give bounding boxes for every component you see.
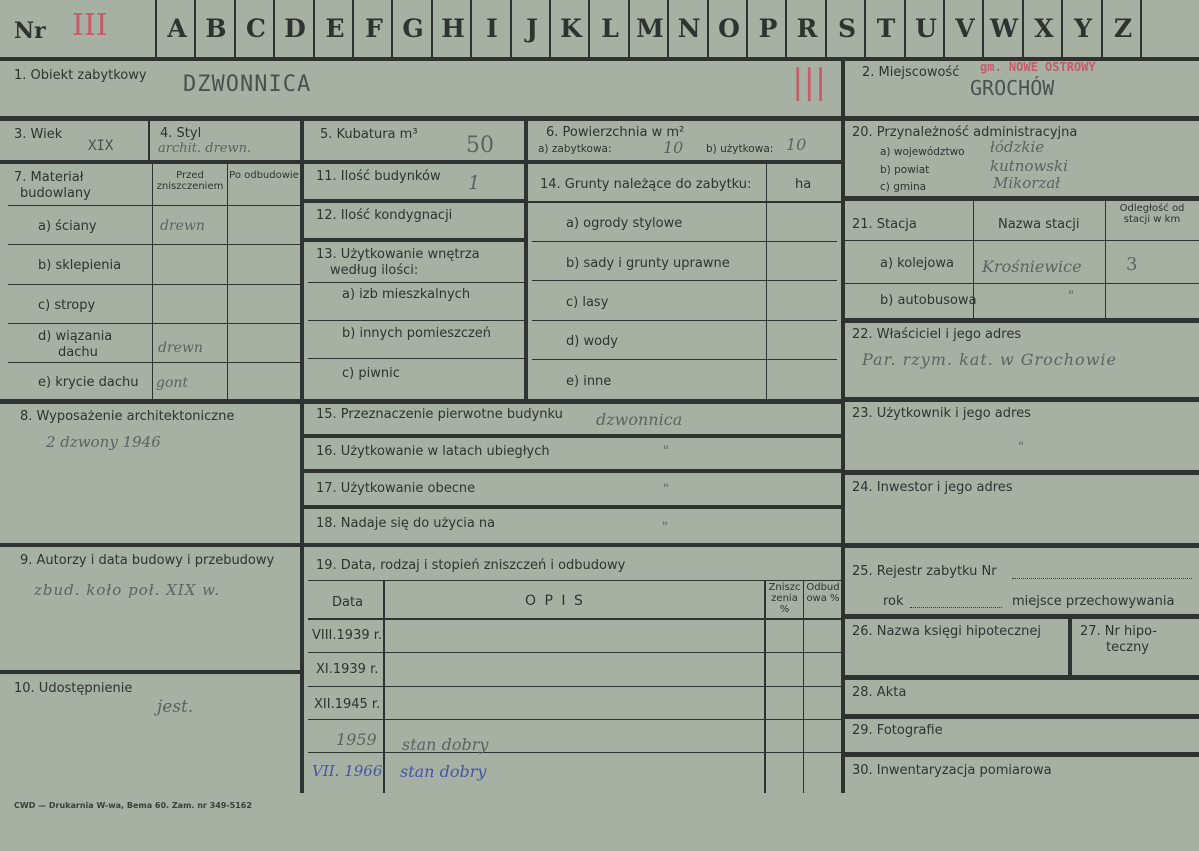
- f19-row3-date: XII.1945 r.: [314, 697, 381, 712]
- f21-col-name: Nazwa stacji: [998, 217, 1080, 232]
- f18-value[interactable]: ": [662, 520, 668, 535]
- index-letter-y[interactable]: Y: [1061, 0, 1103, 58]
- f10-value[interactable]: jest.: [157, 697, 194, 717]
- f23-value[interactable]: ": [1018, 440, 1024, 455]
- f14-b: b) sady i grunty uprawne: [566, 256, 730, 271]
- f7-col-after: Po odbudowie: [229, 170, 299, 181]
- f17-label: 17. Użytkowanie obecne: [316, 481, 476, 496]
- f23-label: 23. Użytkownik i jego adres: [852, 406, 1031, 421]
- index-letter-z[interactable]: Z: [1101, 0, 1143, 58]
- f2-value-red: gm. NOWE OSTROWY: [980, 60, 1096, 74]
- f7-row-b-label: b) sklepienia: [38, 258, 122, 273]
- f6-label: 6. Powierzchnia w m²: [546, 125, 685, 140]
- f19-row4-date[interactable]: 1959: [336, 730, 377, 749]
- f20-label: 20. Przynależność administracyjna: [852, 125, 1078, 140]
- index-letter-c[interactable]: C: [234, 0, 276, 58]
- index-letter-s[interactable]: S: [825, 0, 867, 58]
- f7-label-line1: 7. Materiał: [14, 170, 84, 185]
- f14-c: c) lasy: [566, 295, 609, 310]
- index-letter-d[interactable]: D: [273, 0, 315, 58]
- index-letter-end-line: [1140, 0, 1142, 58]
- f9-value[interactable]: zbud. koło poł. XIX w.: [34, 581, 220, 599]
- f19-row1-date: VIII.1939 r.: [312, 628, 383, 643]
- f19-col-destr: Zniszczenia %: [768, 582, 801, 615]
- f13-c: c) piwnic: [342, 366, 400, 381]
- index-letter-i[interactable]: I: [470, 0, 512, 58]
- f30-label: 30. Inwentaryzacja pomiarowa: [852, 763, 1052, 778]
- f16-value[interactable]: ": [663, 444, 669, 459]
- f11-value[interactable]: 1: [468, 172, 481, 194]
- index-letter-x[interactable]: X: [1022, 0, 1064, 58]
- f8-label: 8. Wyposażenie architektoniczne: [20, 409, 235, 424]
- index-letter-m[interactable]: M: [628, 0, 670, 58]
- f2-label: 2. Miejscowość: [862, 65, 960, 80]
- f21-b-name[interactable]: ": [1068, 289, 1074, 304]
- printer-imprint: CWD — Drukarnia W-wa, Bema 60. Zam. nr 349-5162: [14, 801, 252, 810]
- f11-label: 11. Ilość budynków: [316, 169, 441, 184]
- f7-row-d-value[interactable]: drewn: [158, 340, 203, 356]
- f4-label: 4. Styl: [160, 126, 202, 141]
- f20-pow-value[interactable]: kutnowski: [990, 157, 1068, 175]
- f2-red-mark: |||: [792, 62, 827, 102]
- f18-label: 18. Nadaje się do użycia na: [316, 516, 496, 531]
- f22-label: 22. Właściciel i jego adres: [852, 327, 1022, 342]
- f8-value[interactable]: 2 dzwony 1946: [46, 433, 161, 451]
- f21-col-dist: Odległość od stacji w km: [1119, 203, 1185, 225]
- f19-col-date: Data: [332, 595, 364, 610]
- f19-row2-date: XI.1939 r.: [316, 662, 379, 677]
- index-letter-r[interactable]: R: [785, 0, 827, 58]
- index-letter-n[interactable]: N: [667, 0, 709, 58]
- f21-b-label: b) autobusowa: [880, 293, 977, 308]
- f16-label: 16. Użytkowanie w latach ubiegłych: [316, 444, 550, 459]
- f29-label: 29. Fotografie: [852, 723, 943, 738]
- f25-rok: rok: [883, 594, 904, 609]
- nr-value: III: [72, 8, 108, 43]
- index-letter-l[interactable]: L: [588, 0, 630, 58]
- nr-label: Nr: [14, 18, 46, 44]
- f13-label-line2: według ilości:: [330, 263, 419, 278]
- f20-pow-label: b) powiat: [880, 164, 930, 176]
- index-letter-j[interactable]: J: [510, 0, 552, 58]
- index-letter-b[interactable]: B: [194, 0, 236, 58]
- f7-row-e-value[interactable]: gont: [156, 375, 189, 391]
- f6-b-label: b) użytkowa:: [706, 143, 774, 155]
- f20-woj-value[interactable]: łódzkie: [990, 138, 1045, 156]
- f25-label: 25. Rejestr zabytku Nr: [852, 564, 997, 579]
- f15-value[interactable]: dzwonnica: [596, 410, 683, 429]
- f19-row5-date[interactable]: VII. 1966: [312, 762, 383, 780]
- f25-rok-line: [910, 607, 1002, 608]
- index-letter-h[interactable]: H: [431, 0, 473, 58]
- f21-label: 21. Stacja: [852, 217, 917, 232]
- f4-value[interactable]: archit. drewn.: [158, 141, 252, 156]
- f5-label: 5. Kubatura m³: [320, 127, 418, 142]
- f15-label: 15. Przeznaczenie pierwotne budynku: [316, 407, 563, 422]
- f7-row-d-label-1: d) wiązania: [38, 329, 113, 344]
- f19-col-rebuild: Odbudowa %: [806, 582, 840, 604]
- f9-label: 9. Autorzy i data budowy i przebudowy: [20, 553, 275, 568]
- f7-label-line2: budowlany: [20, 186, 91, 201]
- f14-a: a) ogrody stylowe: [566, 216, 683, 231]
- f14-d: d) wody: [566, 334, 618, 349]
- f7-row-a-label: a) ściany: [38, 219, 97, 234]
- index-letter-e[interactable]: E: [313, 0, 355, 58]
- f27-label-line1: 27. Nr hipo-: [1080, 624, 1157, 639]
- f24-label: 24. Inwestor i jego adres: [852, 480, 1013, 495]
- f20-gm-value[interactable]: Mikorzał: [993, 174, 1061, 192]
- f25-dotted-line: [1012, 578, 1192, 579]
- f19-row4-desc[interactable]: stan dobry: [402, 735, 489, 754]
- f21-a-dist[interactable]: 3: [1126, 254, 1138, 275]
- f22-value[interactable]: Par. rzym. kat. w Grochowie: [862, 350, 1117, 369]
- f7-row-c-label: c) stropy: [38, 298, 96, 313]
- f7-col-before: Przed zniszczeniem: [156, 170, 224, 192]
- f1-label: 1. Obiekt zabytkowy: [14, 68, 147, 83]
- f19-col-desc: O P I S: [525, 593, 585, 609]
- f19-row5-desc[interactable]: stan dobry: [400, 762, 487, 781]
- index-letter-u[interactable]: U: [904, 0, 946, 58]
- f6-a-label: a) zabytkowa:: [538, 143, 612, 155]
- f20-gm-label: c) gmina: [880, 181, 927, 193]
- f7-row-d-label-2: dachu: [58, 345, 98, 360]
- f14-label: 14. Grunty należące do zabytku:: [540, 177, 752, 192]
- f12-label: 12. Ilość kondygnacji: [316, 208, 453, 223]
- index-letter-p[interactable]: P: [746, 0, 788, 58]
- f21-a-name[interactable]: Krośniewice: [982, 257, 1082, 276]
- f5-value[interactable]: 50: [466, 133, 494, 158]
- index-letter-g[interactable]: G: [391, 0, 433, 58]
- f21-a-label: a) kolejowa: [880, 256, 954, 271]
- index-letter-f[interactable]: F: [352, 0, 394, 58]
- f28-label: 28. Akta: [852, 685, 907, 700]
- f26-label: 26. Nazwa księgi hipotecznej: [852, 624, 1041, 639]
- f7-row-e-label: e) krycie dachu: [38, 375, 139, 390]
- index-letter-w[interactable]: W: [982, 0, 1024, 58]
- f19-label: 19. Data, rodzaj i stopień zniszczeń i odbudowy: [316, 558, 626, 573]
- index-letter-k[interactable]: K: [549, 0, 591, 58]
- f6-b-value[interactable]: 10: [786, 135, 807, 154]
- f1-value[interactable]: DZWONNICA: [183, 72, 312, 97]
- f10-label: 10. Udostępnienie: [14, 681, 133, 696]
- f13-b: b) innych pomieszczeń: [342, 326, 492, 341]
- f20-woj-label: a) województwo: [880, 146, 965, 158]
- f13-label-line1: 13. Użytkowanie wnętrza: [316, 247, 480, 262]
- f14-e: e) inne: [566, 374, 612, 389]
- f3-label: 3. Wiek: [14, 127, 63, 142]
- index-letter-o[interactable]: O: [707, 0, 749, 58]
- f3-value[interactable]: XIX: [88, 138, 114, 154]
- index-letter-t[interactable]: T: [864, 0, 906, 58]
- f6-a-value[interactable]: 10: [663, 138, 684, 157]
- f7-row-a-value[interactable]: drewn: [160, 218, 205, 234]
- index-letter-a[interactable]: A: [155, 0, 197, 58]
- f27-label-line2: teczny: [1106, 640, 1149, 655]
- index-letter-v[interactable]: V: [943, 0, 985, 58]
- f25-miejsce: miejsce przechowywania: [1012, 594, 1175, 609]
- f2-value[interactable]: GROCHÓW: [970, 76, 1055, 100]
- f17-value[interactable]: ": [663, 482, 669, 497]
- f13-a: a) izb mieszkalnych: [342, 287, 471, 302]
- f14-unit: ha: [795, 177, 812, 192]
